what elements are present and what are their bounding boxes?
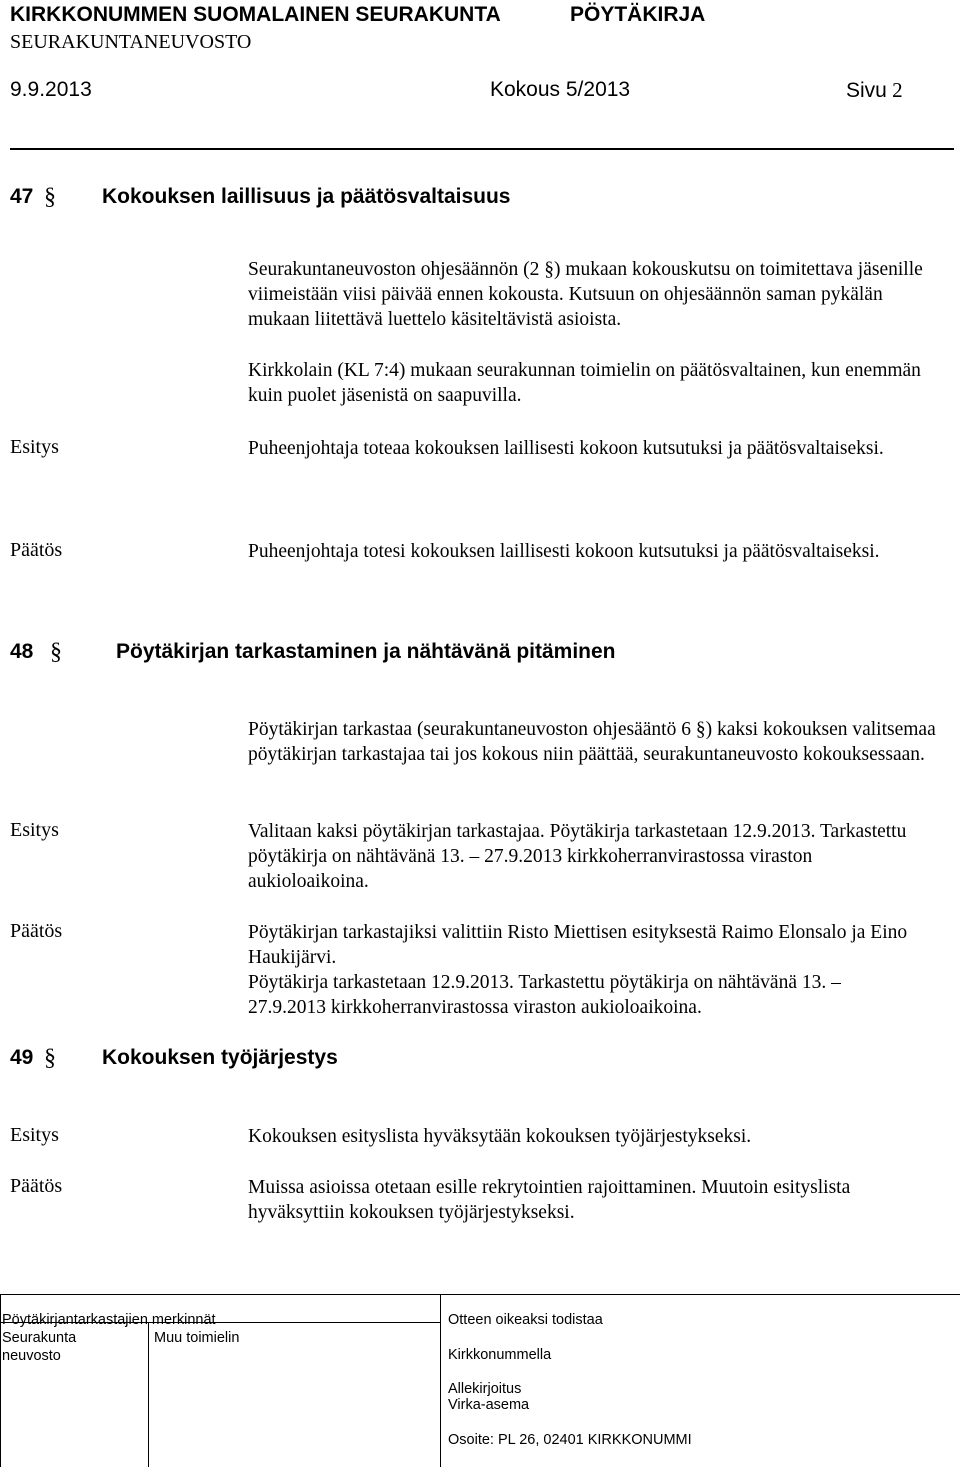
section-48-proposal-label: Esitys	[10, 819, 59, 841]
page-indicator	[846, 78, 903, 103]
page-number: 2	[892, 78, 903, 102]
governing-body: SEURAKUNTANEUVOSTO	[10, 31, 252, 53]
section-47-proposal: Puheenjohtaja toteaa kokouksen laillisesti kokoon kutsutuksi ja päätösvaltaiseksi.	[248, 438, 884, 459]
section-symbol-icon: §	[50, 639, 62, 665]
checker-col1-line2: neuvosto	[2, 1348, 61, 1364]
certified-place: Kirkkonummella	[448, 1347, 552, 1363]
certified-heading: Otteen oikeaksi todistaa	[448, 1312, 603, 1328]
header-divider	[10, 148, 954, 150]
section-47-intro-1: Seurakuntaneuvoston ohjesäännön (2 §) mukaan kokouskutsu on toimitettava jäsenille viimeistään viisi päivää ennen kokousta. Kutsuun on ohjesäännön saman pykälän mukaan liitettävä luettelo käsiteltävistä asioista.	[248, 259, 923, 330]
certified-signature: Allekirjoitus	[448, 1381, 522, 1397]
page-label: Sivu	[846, 79, 887, 102]
section-49-decision-label: Päätös	[10, 1175, 63, 1197]
meeting-date: 9.9.2013	[10, 78, 92, 101]
section-48-decision-1: Pöytäkirjan tarkastajiksi valittiin Risto Miettisen esityksestä Raimo Elonsalo ja Eino Haukijärvi.	[248, 922, 908, 968]
footer-left-rule	[0, 1294, 1, 1467]
section-49-proposal: Kokouksen esityslista hyväksytään kokouksen työjärjestykseksi.	[248, 1126, 752, 1147]
checker-col1-line1: Seurakunta	[2, 1330, 77, 1346]
section-48-title: Pöytäkirjan tarkastaminen ja nähtävänä pitäminen	[116, 640, 616, 663]
footer-mid-rule	[440, 1294, 441, 1467]
section-symbol-icon: §	[44, 184, 56, 210]
section-49-title: Kokouksen työjärjestys	[102, 1046, 338, 1069]
checkers-heading: Pöytäkirjantarkastajien merkinnät	[2, 1312, 216, 1328]
section-49-decision: Muissa asioissa otetaan esille rekrytointien rajoittaminen. Muutoin esityslista hyväksyttiin kokouksen työjärjestykseksi.	[248, 1177, 851, 1223]
section-47-title: Kokouksen laillisuus ja päätösvaltaisuus	[102, 185, 511, 208]
document-type: PÖYTÄKIRJA	[570, 3, 706, 26]
checker-col2: Muu toimielin	[154, 1330, 240, 1346]
section-48-decision-2: Pöytäkirja tarkastetaan 12.9.2013. Tarkastettu pöytäkirja on nähtävänä 13. – 27.9.2013 kirkkoherranvirastossa viraston aukioloaikoina.	[248, 972, 841, 1018]
section-47-intro-2: Kirkkolain (KL 7:4) mukaan seurakunnan toimielin on päätösvaltainen, kun enemmän kuin puolet jäsenistä on saapuvilla.	[248, 360, 921, 406]
address: Osoite: PL 26, 02401 KIRKKONUMMI	[448, 1432, 692, 1448]
section-47-decision: Puheenjohtaja totesi kokouksen laillisesti kokoon kutsutuksi ja päätösvaltaiseksi.	[248, 541, 880, 562]
footer-col-divider	[148, 1322, 149, 1467]
section-48-proposal: Valitaan kaksi pöytäkirjan tarkastajaa. Pöytäkirja tarkastetaan 12.9.2013. Tarkastettu pöytäkirja on nähtävänä 13. – 27.9.2013 kirkkoherranvirastossa viraston aukioloaikoina.	[248, 821, 907, 892]
section-49-proposal-label: Esitys	[10, 1124, 59, 1146]
section-symbol-icon: §	[44, 1045, 56, 1071]
footer-top-rule	[0, 1294, 960, 1295]
meeting-number: Kokous 5/2013	[490, 78, 631, 101]
certified-title: Virka-asema	[448, 1397, 530, 1413]
section-47-number: 47	[10, 185, 34, 208]
section-47-proposal-label: Esitys	[10, 436, 59, 458]
section-47-decision-label: Päätös	[10, 539, 63, 561]
footer	[0, 1294, 960, 1467]
section-49-number: 49	[10, 1046, 34, 1069]
section-48-intro: Pöytäkirjan tarkastaa (seurakuntaneuvoston ohjesääntö 6 §) kaksi kokouksen valitsemaa pöytäkirjan tarkastajaa tai jos kokous niin päättää, seurakuntaneuvosto kokouksessaan.	[248, 719, 936, 765]
organization-name: KIRKKONUMMEN SUOMALAINEN SEURAKUNTA	[10, 3, 501, 26]
section-48-decision-label: Päätös	[10, 920, 63, 942]
section-48-number: 48	[10, 640, 34, 663]
